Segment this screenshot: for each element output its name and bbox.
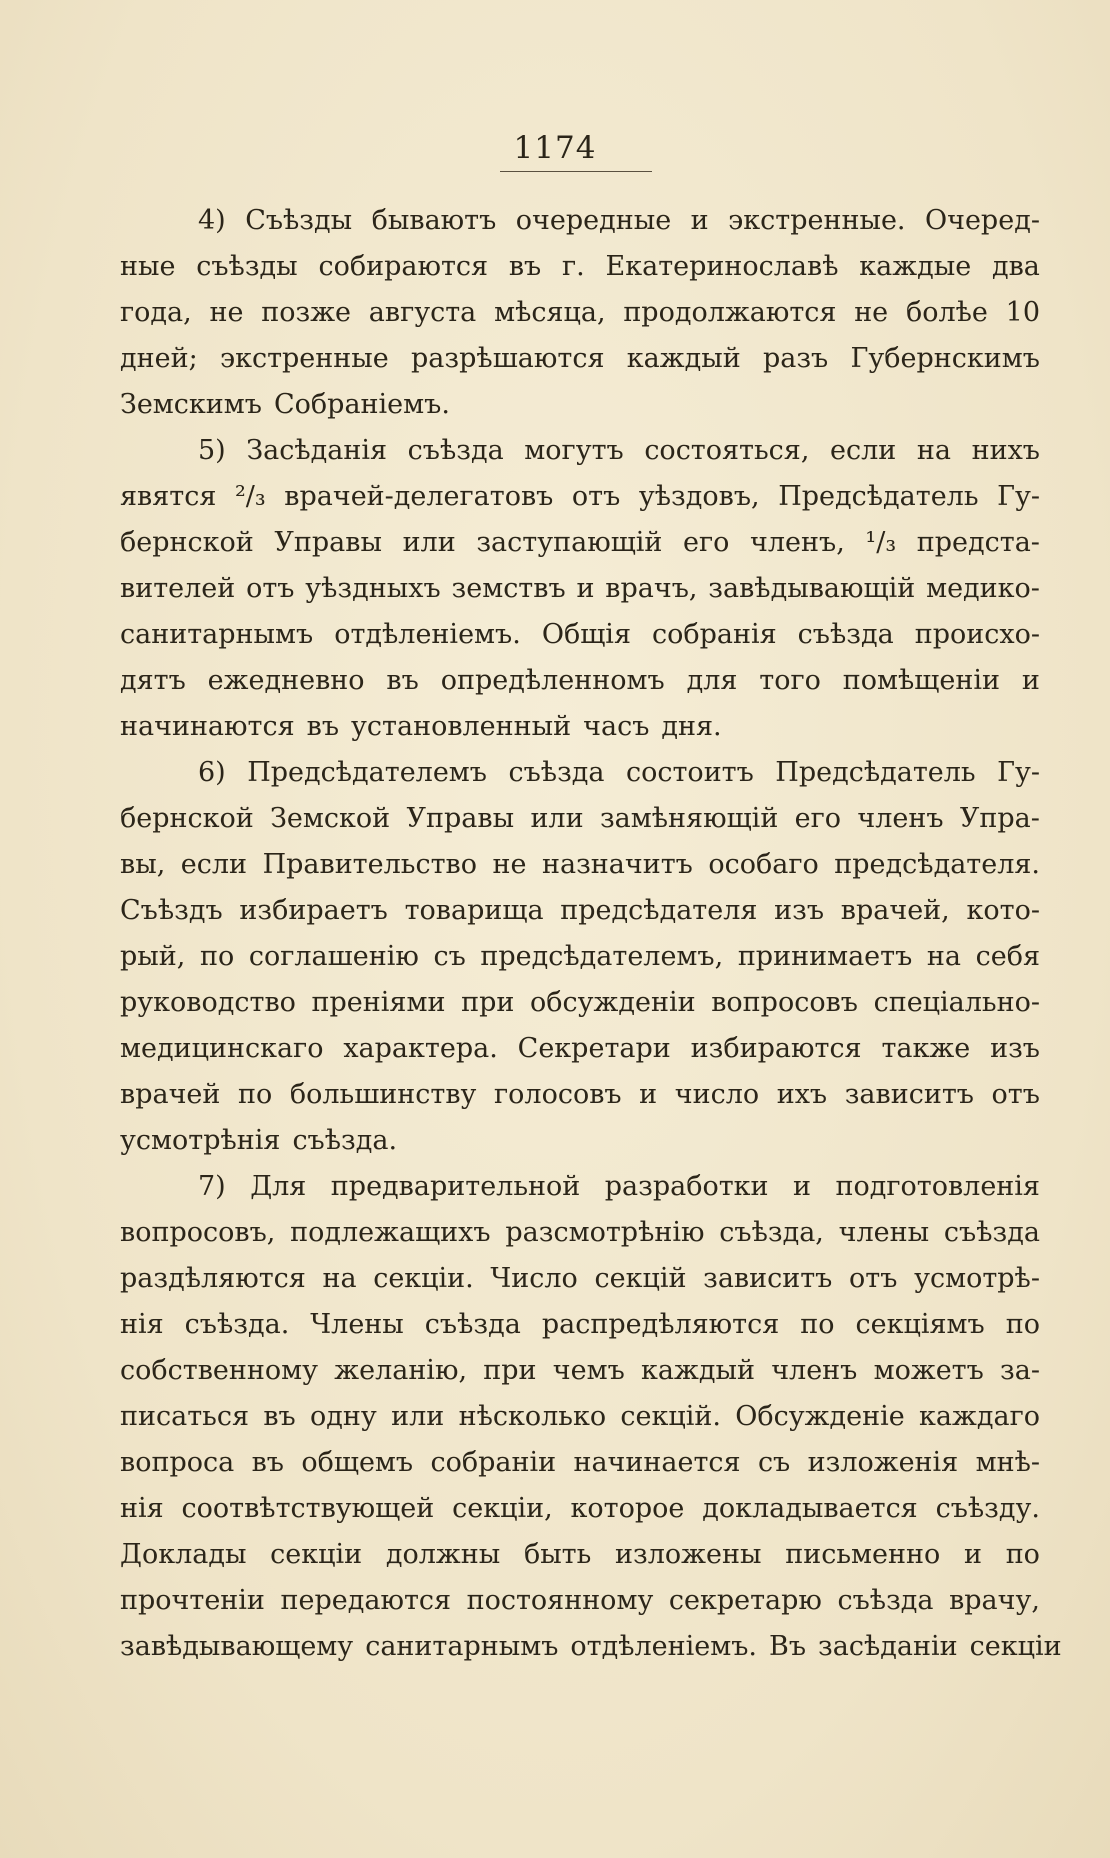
word: съѣзда: [407, 435, 504, 466]
word: отдѣленіемъ.: [570, 1631, 758, 1662]
word: ²/₃: [234, 481, 266, 512]
word: отъ: [246, 573, 295, 604]
word: болѣе: [905, 297, 988, 328]
word: состояться,: [644, 435, 810, 466]
word: ихъ: [776, 1079, 828, 1110]
text-line: [120, 1624, 1062, 1670]
word: дней;: [120, 343, 198, 374]
header-rule: [500, 171, 652, 172]
word: санитарнымъ: [365, 1631, 559, 1662]
word: ежедневно: [207, 665, 365, 696]
word: зависитъ: [844, 1079, 974, 1110]
word: можетъ: [873, 1355, 984, 1386]
word: предста-: [916, 527, 1040, 558]
text-line: [120, 612, 1040, 658]
text-line: [120, 1394, 1040, 1440]
word: замѣняющій: [599, 803, 779, 834]
word: чемъ: [552, 1355, 625, 1386]
word: съѣзда: [508, 757, 605, 788]
word: спеціально-: [873, 987, 1040, 1018]
word: съѣзда: [424, 1309, 521, 1340]
word: отъ: [571, 481, 621, 512]
word: экстренные: [219, 343, 389, 374]
word: или: [391, 1401, 445, 1432]
word: подлежащихъ: [290, 1217, 491, 1248]
word: въ: [508, 251, 542, 282]
text-line: [120, 1348, 1040, 1394]
word: секцій: [594, 1263, 687, 1294]
text-line: [120, 1164, 1040, 1210]
word: каждаго: [919, 1401, 1040, 1432]
word: Гу-: [997, 481, 1040, 512]
word: вопросовъ: [711, 987, 858, 1018]
word: на: [322, 1263, 357, 1294]
word: для: [686, 665, 738, 696]
text-line: [120, 244, 1040, 290]
text-line: [120, 428, 1040, 474]
page-number: 1174: [513, 130, 597, 166]
word: общемъ: [301, 1447, 414, 1478]
word: дятъ: [120, 665, 186, 696]
word: желанію,: [334, 1355, 468, 1386]
word: раздѣляются: [120, 1263, 306, 1294]
word: завѣдывающій: [708, 573, 916, 604]
word: августа: [368, 297, 477, 328]
text-line: [120, 704, 1040, 750]
text-line: [120, 750, 1040, 796]
word: изъ: [774, 895, 825, 926]
word: не: [492, 849, 527, 880]
word: врачей-делегатовъ: [284, 481, 554, 512]
word: медицинскаго: [120, 1033, 324, 1064]
word: также: [881, 1033, 971, 1064]
word: каждый: [626, 343, 741, 374]
word: товарища: [404, 895, 544, 926]
word: Земскимъ: [120, 389, 262, 420]
word: въ: [251, 1447, 284, 1478]
word: бернской: [120, 527, 254, 558]
word: могутъ: [524, 435, 624, 466]
text-line: [120, 336, 1040, 382]
word: секціи: [969, 1631, 1062, 1662]
word: Собраніемъ.: [273, 389, 450, 420]
word: и: [963, 1539, 982, 1570]
word: съѣзда,: [719, 1217, 824, 1248]
word: Секретари: [517, 1033, 671, 1064]
word: Засѣданія: [246, 435, 388, 466]
word: избираются: [690, 1033, 862, 1064]
word: секцій.: [620, 1401, 721, 1432]
text-line: [120, 1302, 1040, 1348]
word: ¹/₃: [865, 527, 897, 558]
word: 10: [1005, 297, 1040, 328]
word: и: [576, 573, 595, 604]
word: Губернскимъ: [850, 343, 1040, 374]
word: соглашенію: [248, 941, 419, 972]
word: по: [237, 1079, 273, 1110]
word: должны: [385, 1539, 501, 1570]
word: Гу-: [997, 757, 1040, 788]
word: собираются: [318, 251, 489, 282]
text-line: [120, 382, 1040, 428]
word: при: [461, 987, 515, 1018]
word: Доклады: [120, 1539, 247, 1570]
word: экстренные.: [728, 205, 906, 236]
word: врачей,: [840, 895, 950, 926]
word: года,: [120, 297, 192, 328]
word: Управы: [274, 527, 382, 558]
word: кото-: [966, 895, 1040, 926]
word: вопроса: [120, 1447, 235, 1478]
word: и: [793, 1171, 812, 1202]
word: и: [639, 1079, 658, 1110]
word: 6): [198, 757, 226, 788]
word: если: [830, 435, 897, 466]
word: членъ,: [750, 527, 845, 558]
word: которое: [570, 1493, 685, 1524]
paragraph: [120, 1164, 1062, 1670]
word: Предсѣдатель: [778, 481, 979, 512]
word: Обсужденіе: [735, 1401, 905, 1432]
word: членъ: [771, 1355, 858, 1386]
word: вопросовъ,: [120, 1217, 276, 1248]
text-line: [120, 658, 1040, 704]
word: на: [916, 435, 951, 466]
word: разсмотрѣнію: [505, 1217, 705, 1248]
paragraph: [120, 750, 1040, 1164]
text-line: [120, 842, 1040, 888]
word: бываютъ: [371, 205, 497, 236]
word: докладывается: [702, 1493, 918, 1524]
body-text: [120, 198, 1062, 1670]
word: быть: [523, 1539, 592, 1570]
word: обсужденіи: [529, 987, 696, 1018]
word: земствъ: [451, 573, 566, 604]
word: завѣдывающему: [120, 1631, 354, 1662]
word: съѣзда.: [292, 1125, 398, 1156]
word: прочтеніи: [120, 1585, 265, 1616]
word: постоянному: [466, 1585, 654, 1616]
word: вы,: [120, 849, 166, 880]
word: съѣзда: [837, 1585, 934, 1616]
word: не: [209, 297, 244, 328]
word: нихъ: [971, 435, 1040, 466]
word: медико-: [926, 573, 1040, 604]
word: два: [991, 251, 1040, 282]
word: состоитъ: [626, 757, 754, 788]
word: за-: [1000, 1355, 1040, 1386]
text-line: [120, 198, 1040, 244]
text-line: [120, 1210, 1040, 1256]
word: Для: [250, 1171, 307, 1202]
word: происхо-: [914, 619, 1040, 650]
word: Съѣзды: [245, 205, 353, 236]
text-line: [120, 1118, 1040, 1164]
word: собранія: [651, 619, 777, 650]
word: часъ: [583, 711, 650, 742]
word: помѣщеніи: [842, 665, 1001, 696]
word: при: [483, 1355, 537, 1386]
word: съѣзда: [943, 1217, 1040, 1248]
word: изложенія: [807, 1447, 959, 1478]
word: передаются: [280, 1585, 452, 1616]
word: руководство: [120, 987, 296, 1018]
word: позже: [261, 297, 352, 328]
word: того: [759, 665, 821, 696]
word: Предсѣдатель: [775, 757, 976, 788]
word: установленный: [351, 711, 572, 742]
word: себя: [975, 941, 1040, 972]
word: въ: [263, 1401, 296, 1432]
word: врачей: [120, 1079, 221, 1110]
text-line: [120, 1578, 1040, 1624]
word: съѣзды: [196, 251, 298, 282]
word: секціи: [270, 1539, 363, 1570]
word: разрѣшаются: [411, 343, 605, 374]
word: Земской: [270, 803, 391, 834]
word: уѣздовъ,: [638, 481, 760, 512]
word: очередные: [515, 205, 672, 236]
word: разъ: [762, 343, 829, 374]
word: нія: [120, 1309, 164, 1340]
word: число: [674, 1079, 760, 1110]
text-line: [120, 520, 1040, 566]
word: заступающій: [476, 527, 663, 558]
text-line: [120, 1440, 1040, 1486]
word: Управы: [406, 803, 515, 834]
word: въ: [306, 711, 340, 742]
word: на: [926, 941, 961, 972]
word: съ: [433, 941, 466, 972]
paragraph: [120, 198, 1040, 428]
word: его: [683, 527, 730, 558]
text-line: [120, 566, 1040, 612]
word: подготовленія: [835, 1171, 1040, 1202]
word: предсѣдателя.: [834, 849, 1040, 880]
word: назначитъ: [541, 849, 693, 880]
word: Очеред-: [924, 205, 1040, 236]
text-line: [120, 290, 1040, 336]
word: избираетъ: [239, 895, 388, 926]
word: 7): [198, 1171, 226, 1202]
word: особаго: [708, 849, 819, 880]
word: продолжаются: [623, 297, 837, 328]
word: члены: [838, 1217, 930, 1248]
word: одну: [310, 1401, 377, 1432]
word: секціи.: [373, 1263, 474, 1294]
word: съѣзду.: [935, 1493, 1040, 1524]
word: санитарнымъ: [120, 619, 314, 650]
word: по: [199, 941, 235, 972]
word: нія: [120, 1493, 164, 1524]
word: г.: [562, 251, 585, 282]
word: Число: [490, 1263, 578, 1294]
word: секретарю: [668, 1585, 822, 1616]
text-line: [120, 1026, 1040, 1072]
word: изложены: [615, 1539, 762, 1570]
word: вителей: [120, 573, 236, 604]
text-line: [120, 1256, 1040, 1302]
word: по: [1005, 1309, 1040, 1340]
word: усмотрѣнія: [120, 1125, 281, 1156]
word: дня.: [661, 711, 722, 742]
word: собственному: [120, 1355, 319, 1386]
word: письменно: [785, 1539, 941, 1570]
word: отдѣленіемъ.: [334, 619, 521, 650]
word: нѣсколько: [458, 1401, 607, 1432]
word: зависитъ: [703, 1263, 833, 1294]
word: въ: [386, 665, 419, 696]
word: предварительной: [330, 1171, 581, 1202]
word: мнѣ-: [975, 1447, 1040, 1478]
word: секціямъ: [855, 1309, 985, 1340]
word: каждые: [859, 251, 972, 282]
word: и: [690, 205, 709, 236]
word: Члены: [310, 1309, 404, 1340]
word: писаться: [120, 1401, 250, 1432]
word: начинается: [573, 1447, 741, 1478]
word: распредѣляются: [541, 1309, 780, 1340]
word: голосовъ: [494, 1079, 622, 1110]
word: если: [180, 849, 248, 880]
word: рый,: [120, 941, 186, 972]
word: Въ: [769, 1631, 807, 1662]
text-line: [120, 796, 1040, 842]
word: предсѣдателя: [560, 895, 758, 926]
word: по: [800, 1309, 835, 1340]
word: бернской: [120, 803, 254, 834]
paragraph: [120, 428, 1040, 750]
word: принимаетъ: [737, 941, 913, 972]
word: характера.: [343, 1033, 498, 1064]
word: Екатеринославѣ: [605, 251, 839, 282]
text-line: [120, 1532, 1040, 1578]
word: Упра-: [959, 803, 1040, 834]
word: собраніи: [430, 1447, 557, 1478]
word: отъ: [991, 1079, 1040, 1110]
word: 4): [198, 205, 226, 236]
text-line: [120, 934, 1040, 980]
word: явятся: [120, 481, 217, 512]
word: врачъ,: [605, 573, 698, 604]
word: преніями: [311, 987, 446, 1018]
word: Съѣздъ: [120, 895, 223, 926]
word: по: [1005, 1539, 1040, 1570]
word: большинству: [289, 1079, 477, 1110]
word: секціи,: [452, 1493, 553, 1524]
word: Предсѣдателемъ: [247, 757, 487, 788]
text-line: [120, 474, 1040, 520]
word: мѣсяца,: [494, 297, 606, 328]
text-line: [120, 1072, 1040, 1118]
word: опредѣленномъ: [440, 665, 665, 696]
word: врачу,: [949, 1585, 1040, 1616]
word: или: [530, 803, 584, 834]
word: членъ: [857, 803, 944, 834]
word: съѣзда.: [184, 1309, 290, 1340]
text-line: [120, 888, 1040, 934]
word: или: [402, 527, 456, 558]
word: соотвѣтствующей: [181, 1493, 435, 1524]
word: и: [1021, 665, 1040, 696]
word: съѣзда: [797, 619, 894, 650]
text-line: [120, 1486, 1040, 1532]
text-line: [120, 980, 1040, 1026]
word: каждый: [641, 1355, 755, 1386]
word: предсѣдателемъ,: [480, 941, 724, 972]
word: ные: [120, 251, 176, 282]
word: начинаются: [120, 711, 295, 742]
word: засѣданіи: [818, 1631, 958, 1662]
word: не: [854, 297, 889, 328]
word: съ: [757, 1447, 791, 1478]
word: 5): [198, 435, 226, 466]
word: уѣздныхъ: [305, 573, 441, 604]
word: Правительство: [262, 849, 477, 880]
word: усмотрѣ-: [914, 1263, 1040, 1294]
word: изъ: [990, 1033, 1040, 1064]
word: отъ: [849, 1263, 898, 1294]
word: его: [794, 803, 842, 834]
word: Общія: [541, 619, 631, 650]
word: разработки: [604, 1171, 769, 1202]
